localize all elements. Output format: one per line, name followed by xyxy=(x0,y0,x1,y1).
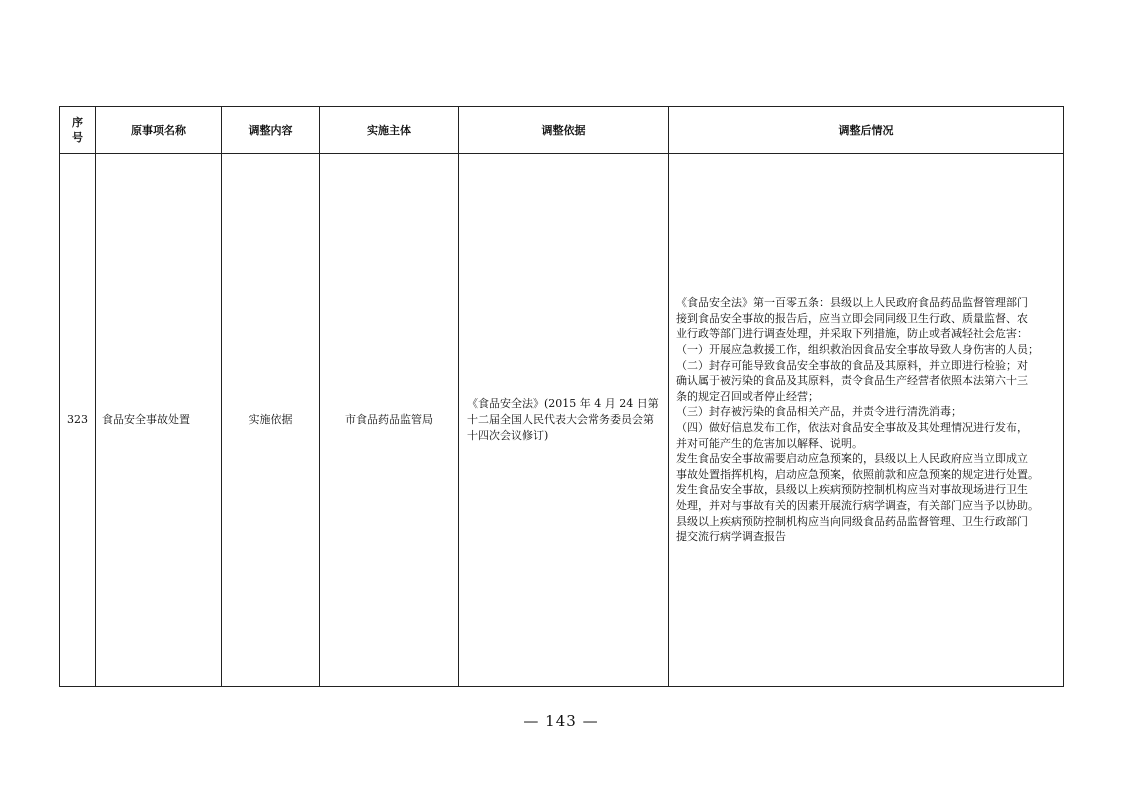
after-line: （一）开展应急救援工作，组织救治因食品安全事故导致人身伤害的人员； xyxy=(676,343,1039,357)
basis-text: 《食品安全法》(2015 年 4 月 24 日第十二届全国人民代表大会常务委员会第十四次会议修订) xyxy=(467,397,659,442)
header-no xyxy=(60,107,96,154)
after-line: 业行政等部门进行调查处理，并采取下列措施，防止或者减轻社会危害： xyxy=(676,327,1028,341)
after-line: 提交流行病学调查报告 xyxy=(676,530,786,544)
after-text xyxy=(669,295,1063,545)
after-line: （四）做好信息发布工作，依法对食品安全事故及其处理情况进行发布， xyxy=(676,421,1028,434)
after-line: 接到食品安全事故的报告后，应当立即会同同级卫生行政、质量监督、农 xyxy=(676,311,1028,325)
after-line: 并对可能产生的危害加以解释、说明。 xyxy=(676,436,863,450)
cell-no: 323 xyxy=(60,154,96,687)
cell-basis xyxy=(459,154,669,687)
cell-subject: 市食品药品监管局 xyxy=(320,154,459,687)
cell-adjust-content: 实施依据 xyxy=(222,154,320,687)
after-line: 发生食品安全事故需要启动应急预案的，县级以上人民政府应当立即成立 xyxy=(676,452,1028,466)
after-line: 确认属于被污染的食品及其原料，责令食品生产经营者依照本法第六十三 xyxy=(676,374,1028,388)
after-line: （二）封存可能导致食品安全事故的食品及其原料，并立即进行检验；对 xyxy=(676,358,1028,372)
after-line: 县级以上疾病预防控制机构应当向同级食品药品监督管理、卫生行政部门 xyxy=(676,514,1028,528)
after-line: 条的规定召回或者停止经营； xyxy=(676,389,819,403)
cell-after xyxy=(669,154,1064,687)
table-header-row xyxy=(60,107,1064,154)
after-line: （三）封存被污染的食品相关产品，并责令进行清洗消毒； xyxy=(676,405,962,419)
header-original-item: 原事项名称 xyxy=(96,107,222,154)
after-line: 发生食品安全事故，县级以上疾病预防控制机构应当对事故现场进行卫生 xyxy=(676,483,1028,497)
header-after: 调整后情况 xyxy=(669,107,1064,154)
after-line: 事故处置指挥机构，启动应急预案，依照前款和应急预案的规定进行处置。 xyxy=(676,467,1039,481)
table-row xyxy=(60,154,1064,687)
after-line: 处理，并对与事故有关的因素开展流行病学调查，有关部门应当予以协助。 xyxy=(676,498,1039,512)
page-number: — 143 — xyxy=(523,712,599,730)
adjustment-table xyxy=(59,106,1064,687)
cell-original-item: 食品安全事故处置 xyxy=(96,154,222,687)
after-line: 《食品安全法》第一百零五条：县级以上人民政府食品药品监督管理部门 xyxy=(676,296,1028,310)
header-basis: 调整依据 xyxy=(459,107,669,154)
header-adjust-content: 调整内容 xyxy=(222,107,320,154)
header-subject: 实施主体 xyxy=(320,107,459,154)
header-no-label: 序号 xyxy=(72,116,83,144)
